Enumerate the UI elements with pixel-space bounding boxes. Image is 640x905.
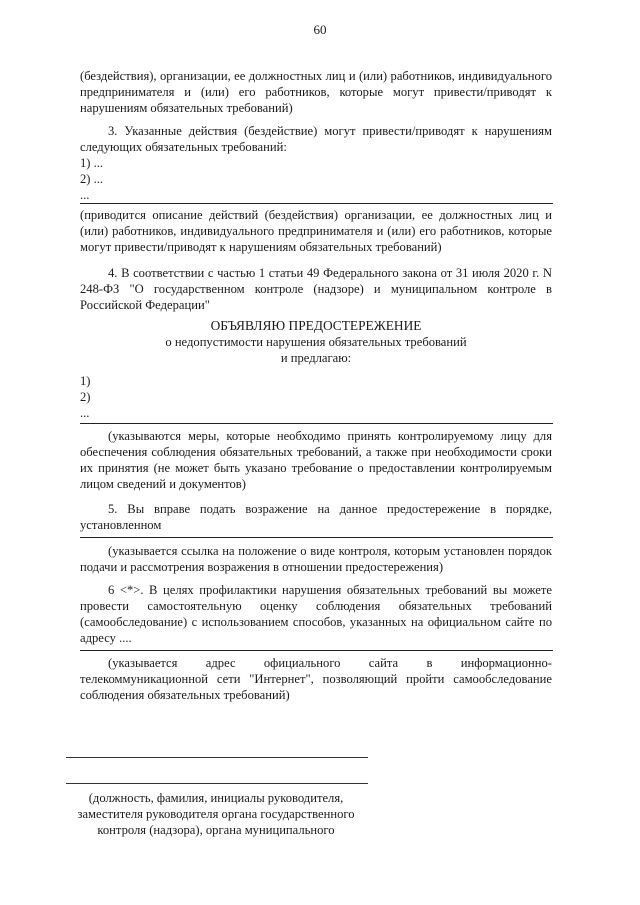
paragraph-4: 4. В соответствии с частью 1 статьи 49 Федерального закона от 31 июля 2020 г. N 248-ФЗ "О государственном контроле (надзоре) и муниципальном контроле в Российской Федерации" — [80, 266, 552, 312]
list-item: 1) — [80, 374, 91, 388]
paragraph-continuation: (бездействия), организации, ее должностных лиц и (или) работников, индивидуального предпринимателя и (или) его работников, которые могут привести/приводят к нарушениям обязательных требований) — [80, 69, 552, 115]
signature-caption: (должность, фамилия, инициалы руководителя, заместителя руководителя органа государственного контроля (надзора), органа муниципального — [77, 791, 355, 837]
note-4: (указываются меры, которые необходимо принять контролируемому лицу для обеспечения соблюдения обязательных требований, а также при необходимости сроки их принятия (не может быть указано требование о предоставлении контролируемым лицом сведений и документов) — [80, 429, 552, 491]
declaration-line-3: и предлагаю: — [280, 351, 352, 365]
list-item: 2) — [80, 390, 91, 404]
signature-line — [66, 783, 368, 784]
list-item: 2) ... — [80, 172, 104, 186]
fill-line — [80, 537, 553, 538]
declaration-line-2: о недопустимости нарушения обязательных требований — [165, 335, 467, 349]
paragraph-3: 3. Указанные действия (бездействие) могут привести/приводят к нарушениям следующих обязательных требований: — [80, 124, 552, 154]
signature-line — [66, 757, 368, 758]
note-3: (приводится описание действий (бездействия) организации, ее должностных лиц и (или) работников, индивидуального предпринимателя и (или) его работников, которые могут привести/приводят к нарушениям обязательных требований) — [80, 208, 552, 254]
list-item: 1) ... — [80, 156, 104, 170]
paragraph-4-list — [80, 373, 552, 421]
fill-line — [80, 203, 553, 204]
page-number: 60 — [313, 22, 327, 37]
declaration-title: ОБЪЯВЛЯЮ ПРЕДОСТЕРЕЖЕНИЕ — [210, 318, 422, 333]
list-item: ... — [80, 188, 90, 202]
list-item: ... — [80, 406, 90, 420]
note-5: (указывается ссылка на положение о виде контроля, которым установлен порядок подачи и рассмотрения возражения в отношении предостережения) — [80, 544, 552, 574]
fill-line — [80, 650, 553, 651]
paragraph-5: 5. Вы вправе подать возражение на данное предостережение в порядке, установленном — [80, 502, 552, 532]
paragraph-6: 6 <*>. В целях профилактики нарушения обязательных требований вы можете провести самостоятельную оценку соблюдения обязательных требований (самообследование) с использованием способов, указанных на официальном сайте по адресу .... — [80, 583, 552, 645]
fill-line — [80, 423, 553, 424]
note-6: (указывается адрес официального сайта в информационно-телекоммуникационной сети "Интернет", позволяющий пройти самообследование соблюдения обязательных требований) — [80, 656, 552, 702]
paragraph-3-list — [80, 155, 552, 203]
